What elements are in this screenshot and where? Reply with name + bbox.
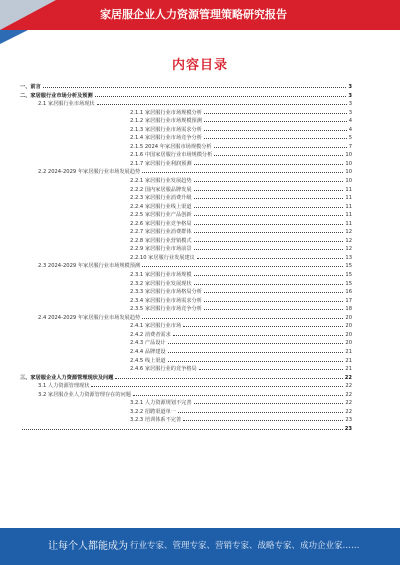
toc-leader-dots	[194, 190, 344, 191]
toc-entry-page: 20	[345, 340, 352, 347]
toc-entry[interactable]	[20, 92, 352, 101]
toc-entry-title: 2.4.5 线上渠道	[130, 357, 166, 364]
toc-entry[interactable]	[20, 177, 352, 186]
toc-leader-dots	[204, 309, 343, 310]
toc-entry-page: 22	[344, 374, 352, 381]
toc-leader-dots	[194, 215, 344, 216]
toc-leader-dots	[204, 113, 347, 114]
toc-entry-title: 一、前言	[20, 84, 41, 90]
toc-leader-dots	[214, 147, 347, 148]
toc-entry[interactable]	[20, 297, 352, 306]
toc-entry-page: 21	[345, 357, 352, 364]
toc-leader-dots	[194, 164, 344, 165]
toc-leader-dots	[91, 386, 343, 387]
toc-entry-title: 3.2.1 人力资源规划不完善	[130, 400, 192, 407]
footer-slogan: 让每个人都能成为	[48, 541, 128, 552]
footer-tagline: 行业专家、管理专家、营销专家、战略专家、成功企业家……	[130, 541, 360, 551]
toc-entry-page: 21	[345, 366, 352, 373]
toc-entry[interactable]	[20, 100, 352, 109]
toc-entry-title: 2.2.2 国内家居服品牌发展	[130, 186, 192, 193]
toc-entry-title: 2.2.10 家居服行业发展建议	[130, 254, 195, 261]
toc-entry[interactable]	[20, 228, 352, 237]
toc-entry-page: 20	[345, 314, 352, 321]
toc-entry-title: 2.1.3 家居服行业市场需求分析	[130, 126, 202, 133]
toc-entry-page: 12	[345, 229, 352, 236]
toc-entry-page: 10	[345, 178, 352, 185]
toc-entry-title: 2.4.3 产品设计	[130, 340, 166, 347]
toc-entry-title: 3.1 人力资源管理现状	[38, 383, 90, 390]
toc-entry-title: 2.2.7 家居服行业消费群体	[130, 229, 192, 236]
toc-entry-title: 2.3 2024-2029 年家居服行业市场规模预测	[38, 263, 141, 270]
toc-entry[interactable]	[20, 126, 352, 135]
toc-entry-page: 3	[348, 101, 352, 108]
toc-leader-dots	[204, 292, 343, 293]
toc-entry-title: 二、家居服行业市场分析及预测	[20, 92, 93, 99]
toc-entry-page: 15	[345, 280, 352, 287]
toc-entry-page: 20	[345, 331, 352, 338]
toc-leader-dots	[199, 369, 344, 370]
toc-leader-dots	[43, 87, 347, 88]
toc-entry-title: 2.1 家居服行业市场现状	[38, 101, 95, 108]
toc-entry-title: 2.1.7 家居服行业利润预测	[130, 160, 192, 167]
footer-banner	[0, 528, 400, 565]
toc-entry[interactable]	[20, 109, 352, 118]
toc-entry[interactable]	[20, 271, 352, 280]
toc-entry[interactable]	[20, 399, 352, 408]
decorative-triangle	[0, 0, 56, 30]
toc-entry[interactable]	[20, 203, 352, 212]
toc-entry-title: 2.2.1 家居服行业发展趋势	[130, 178, 192, 185]
toc-entry-title: 2.2.4 家居服行业线上渠道	[130, 203, 192, 210]
toc-entry-title: 2.4.2 消费者需求	[130, 331, 171, 338]
toc-entry-page: 23	[345, 417, 352, 424]
toc-leader-dots	[168, 352, 344, 353]
toc-entry-title: 2.4.1 家居服行业市场	[130, 323, 182, 330]
toc-entry[interactable]	[20, 220, 352, 229]
toc-leader-dots	[204, 138, 347, 139]
toc-leader-dots	[194, 181, 344, 182]
toc-entry[interactable]	[20, 151, 352, 160]
toc-leader-dots	[142, 266, 343, 267]
toc-entry-page: 4	[348, 126, 352, 133]
toc-entry-page: 10	[345, 169, 352, 176]
toc-leader-dots	[194, 403, 344, 404]
toc-entry-title: 2.4.4 品牌建设	[130, 348, 166, 355]
toc-leader-dots	[183, 326, 343, 327]
toc-leader-dots	[133, 395, 343, 396]
toc-entry[interactable]	[20, 416, 352, 425]
toc-entry[interactable]	[20, 348, 352, 357]
toc-entry-page: 22	[345, 400, 352, 407]
toc-entry[interactable]	[20, 305, 352, 314]
toc-leader-dots	[194, 224, 344, 225]
toc-entry-title: 3.2.2 招聘渠道单一	[130, 408, 176, 415]
toc-entry-title: 2.1.1 家居服行业市场规模分析	[130, 109, 202, 116]
report-title: 家居服企业人力资源管理策略研究报告	[100, 8, 287, 21]
toc-entry-page: 11	[345, 186, 352, 193]
toc-entry[interactable]	[20, 83, 352, 92]
toc-heading: 内容目录	[171, 58, 228, 73]
toc-leader-dots	[194, 207, 344, 208]
toc-entry-page: 22	[345, 383, 352, 390]
toc-entry[interactable]	[20, 339, 352, 348]
toc-entry-title: 2.2.8 家居服行业营销模式	[130, 237, 192, 244]
toc-entry[interactable]	[20, 314, 352, 323]
toc-entry-title: 2.1.2 家居服行业市场规模预测	[130, 118, 202, 125]
toc-entry-page: 10	[345, 152, 352, 159]
toc-leader-dots	[204, 130, 347, 131]
toc-entry-page: 11	[345, 220, 352, 227]
toc-entry-title: 2.3.3 家居服行业市场格局分析	[130, 289, 202, 296]
toc-entry[interactable]	[20, 391, 352, 400]
toc-entry-page: 11	[345, 195, 352, 202]
toc-entry-page: 20	[345, 323, 352, 330]
toc-leader-dots	[183, 420, 343, 421]
toc-leader-dots	[194, 241, 344, 242]
toc-entry[interactable]	[20, 160, 352, 169]
toc-entry[interactable]	[20, 194, 352, 203]
toc-entry-title: 2.3.5 家居服行业市场竞争分析	[130, 306, 202, 313]
toc-entry-title: 2.1.6 中国家居服行业市场规模分析	[130, 152, 213, 159]
toc-entry-page: 3	[348, 109, 352, 116]
toc-entry-title: 3.2.3 培训体系不完善	[130, 417, 182, 424]
toc-entry[interactable]	[20, 237, 352, 246]
table-of-contents	[20, 83, 352, 433]
toc-leader-dots	[194, 284, 344, 285]
toc-entry-page: 21	[345, 348, 352, 355]
toc-entry[interactable]	[20, 365, 352, 374]
toc-entry-page: 17	[345, 297, 352, 304]
toc-entry-title: 2.2.3 家居服行业消费升级	[130, 195, 192, 202]
toc-leader-dots	[178, 412, 343, 413]
header-banner	[0, 0, 400, 30]
toc-entry-title: 2.2.9 家居服行业市场前景	[130, 246, 192, 253]
toc-leader-dots	[204, 121, 347, 122]
toc-entry-page: 12	[345, 246, 352, 253]
toc-entry-page: 15	[345, 263, 352, 270]
toc-entry[interactable]	[20, 211, 352, 220]
toc-entry[interactable]	[20, 288, 352, 297]
toc-entry-page: 5	[348, 135, 352, 142]
toc-leader-dots	[95, 96, 347, 97]
toc-entry-page: 13	[345, 254, 352, 261]
toc-entry[interactable]	[20, 262, 352, 271]
toc-leader-dots	[142, 172, 343, 173]
toc-entry-page: 3	[348, 92, 352, 99]
toc-entry[interactable]	[20, 382, 352, 391]
toc-entry-title: 三、家居服企业人力资源管理现状及问题	[20, 374, 114, 381]
toc-entry-title: 2.1.4 家居服行业市场竞争分析	[130, 135, 202, 142]
toc-entry-page: 10	[345, 160, 352, 167]
toc-entry-page: 12	[345, 237, 352, 244]
toc-entry[interactable]	[20, 168, 352, 177]
toc-leader-dots	[214, 155, 343, 156]
toc-entry[interactable]	[20, 357, 352, 366]
toc-entry[interactable]	[20, 245, 352, 254]
toc-entry[interactable]	[20, 280, 352, 289]
toc-entry-page: 16	[345, 289, 352, 296]
toc-leader-dots	[194, 249, 344, 250]
toc-leader-dots	[194, 232, 344, 233]
toc-entry[interactable]	[20, 425, 352, 434]
toc-entry-page: 11	[345, 212, 352, 219]
toc-leader-dots	[197, 258, 344, 259]
toc-leader-dots	[168, 343, 344, 344]
toc-entry[interactable]	[20, 408, 352, 417]
toc-entry[interactable]	[20, 143, 352, 152]
toc-entry-title: 2.3.4 家居服行业市场需求分析	[130, 297, 202, 304]
toc-entry-page: 4	[348, 118, 352, 125]
toc-entry-title: 2.4 2024-2029 年家居服行业市场发展趋势	[38, 314, 141, 321]
toc-entry[interactable]	[20, 117, 352, 126]
toc-entry-page: 22	[345, 408, 352, 415]
toc-entry-page: 22	[345, 391, 352, 398]
toc-entry-page: 7	[348, 143, 352, 150]
toc-entry-title: 2.1.5 2024 年家居服市场规模分析	[130, 143, 212, 150]
toc-leader-dots	[22, 429, 343, 430]
toc-leader-dots	[97, 104, 347, 105]
toc-entry[interactable]	[20, 134, 352, 143]
toc-entry[interactable]	[20, 186, 352, 195]
toc-entry-page: 11	[345, 203, 352, 210]
toc-entry-title: 2.2 2024-2029 年家居服行业市场发展趋势	[38, 169, 141, 176]
toc-leader-dots	[194, 275, 344, 276]
toc-entry-title: 2.2.5 家居服行业产品创新	[130, 212, 192, 219]
decorative-wedge	[0, 30, 28, 44]
toc-entry-page: 15	[345, 272, 352, 279]
toc-entry-title: 2.3.2 家居服行业发展现状	[130, 280, 192, 287]
toc-entry[interactable]	[20, 322, 352, 331]
toc-leader-dots	[168, 361, 344, 362]
toc-entry-title: 2.3.1 家居服行业市场规模	[130, 272, 192, 279]
toc-entry-page: 18	[345, 306, 352, 313]
toc-entry-page: 23	[344, 425, 352, 432]
toc-entry-title: 2.2.6 家居服行业竞争格局	[130, 220, 192, 227]
toc-entry[interactable]	[20, 331, 352, 340]
toc-leader-dots	[204, 301, 343, 302]
toc-entry-title: 2.4.6 家居服行业的竞争格局	[130, 366, 197, 373]
toc-leader-dots	[194, 198, 344, 199]
toc-entry-page: 3	[348, 84, 352, 90]
toc-leader-dots	[115, 378, 342, 379]
toc-entry[interactable]	[20, 254, 352, 263]
toc-entry[interactable]	[20, 374, 352, 383]
toc-leader-dots	[173, 335, 344, 336]
toc-leader-dots	[142, 318, 343, 319]
toc-entry-title: 3.2 家居服企业人力资源管理存在的问题	[38, 391, 131, 398]
